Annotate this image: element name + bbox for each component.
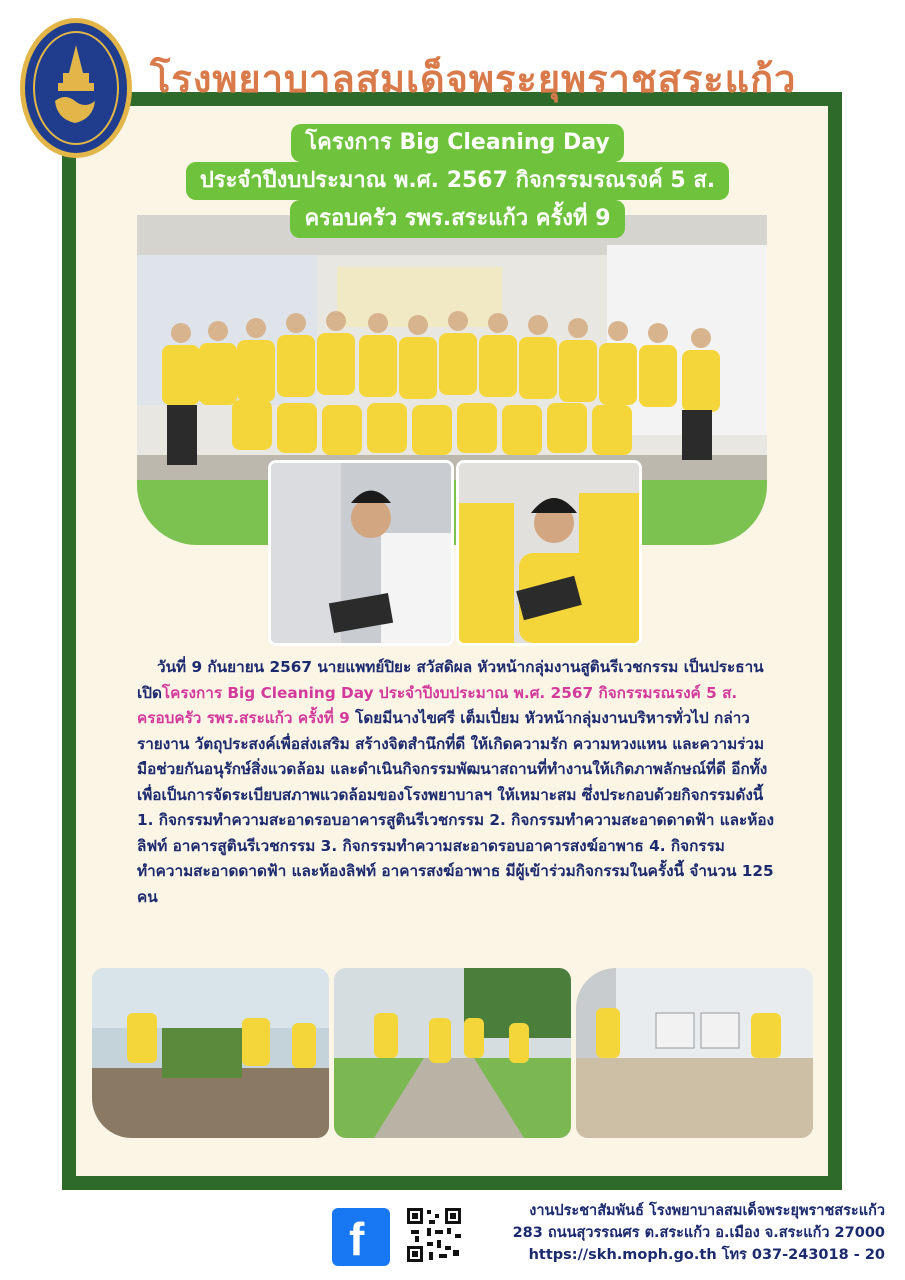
project-heading — [145, 124, 770, 238]
footer-url-phone[interactable]: https://skh.moph.go.th โทร 037-243018 - 20 — [528, 1247, 885, 1263]
article-paragraph — [137, 655, 777, 910]
cleaning-photo-1 — [92, 968, 329, 1138]
article-part-1: วันที่ 9 กันยายน 2567 นายแพทย์ปิยะ สวัสดิผล หัวหน้ากลุ่มงานสูตินรีเวชกรรม เป็นประธานเปิด — [137, 658, 764, 702]
footer-address: 283 ถนนสุวรรณศร ต.สระแก้ว อ.เมือง จ.สระแก้ว 27000 — [512, 1225, 885, 1241]
cleaning-photo-3 — [576, 968, 813, 1138]
heading-line-1: โครงการ Big Cleaning Day — [291, 124, 623, 162]
footer-contact — [475, 1200, 885, 1266]
article-highlight: โครงการ Big Cleaning Day ประจำปีงบประมาณ พ.ศ. 2567 กิจกรรมรณรงค์ 5 ส. ครอบครัว รพร.สระแก้ว ครั้งที่ 9 — [137, 683, 738, 727]
speaker-photo-2 — [456, 460, 642, 646]
qr-code-icon — [405, 1206, 463, 1264]
hospital-seal-icon — [20, 18, 132, 158]
article-part-2: โดยมีนางไขศรี เต็มเปี่ยม หัวหน้ากลุ่มงานบริหารทั่วไป กล่าวรายงาน วัตถุประสงค์เพื่อส่งเสริม สร้างจิตสำนึกที่ดี ให้เกิดความรัก ความหวงแหน และความร่วมมือช่วยกันอนุรักษ์สิ่งแวดล้อม และดำเนินกิจกรรมพัฒนาสถานที่ทำงานให้เกิดภาพลักษณ์ที่ดี อีกทั้งเพื่อเป็นการจัดระเบียบสภาพแวดล้อมของโรงพยาบาลฯ ให้เหมาะสม ซึ่งประกอบด้วยกิจกรรมดังนี้ 1. กิจกรรมทำความสะอาดรอบอาคารสูตินรีเวชกรรม 2. กิจกรรมทำความสะอาดดาดฟ้า และห้องลิฟท์ อาคารสูตินรีเวชกรรม 3. กิจกรรมทำความสะอาดรอบอาคารสงฆ์อาพาธ 4. กิจกรรมทำความสะอาดดาดฟ้า และห้องลิฟท์ อาคารสงฆ์อาพาธ มีผู้เข้าร่วมกิจกรรมในครั้งนี้ จำนวน 125 คน — [137, 709, 774, 906]
speaker-photo-1 — [268, 460, 454, 646]
facebook-icon[interactable]: f — [332, 1208, 390, 1266]
heading-line-2: ประจำปีงบประมาณ พ.ศ. 2567 กิจกรรมรณรงค์ 5 ส. — [186, 162, 729, 200]
heading-line-3: ครอบครัว รพร.สระแก้ว ครั้งที่ 9 — [290, 200, 624, 238]
footer-department: งานประชาสัมพันธ์ โรงพยาบาลสมเด็จพระยุพราชสระแก้ว — [529, 1203, 885, 1219]
cleaning-photo-2 — [334, 968, 571, 1138]
hospital-name: โรงพยาบาลสมเด็จพระยุพราชสระแก้ว — [150, 57, 797, 101]
